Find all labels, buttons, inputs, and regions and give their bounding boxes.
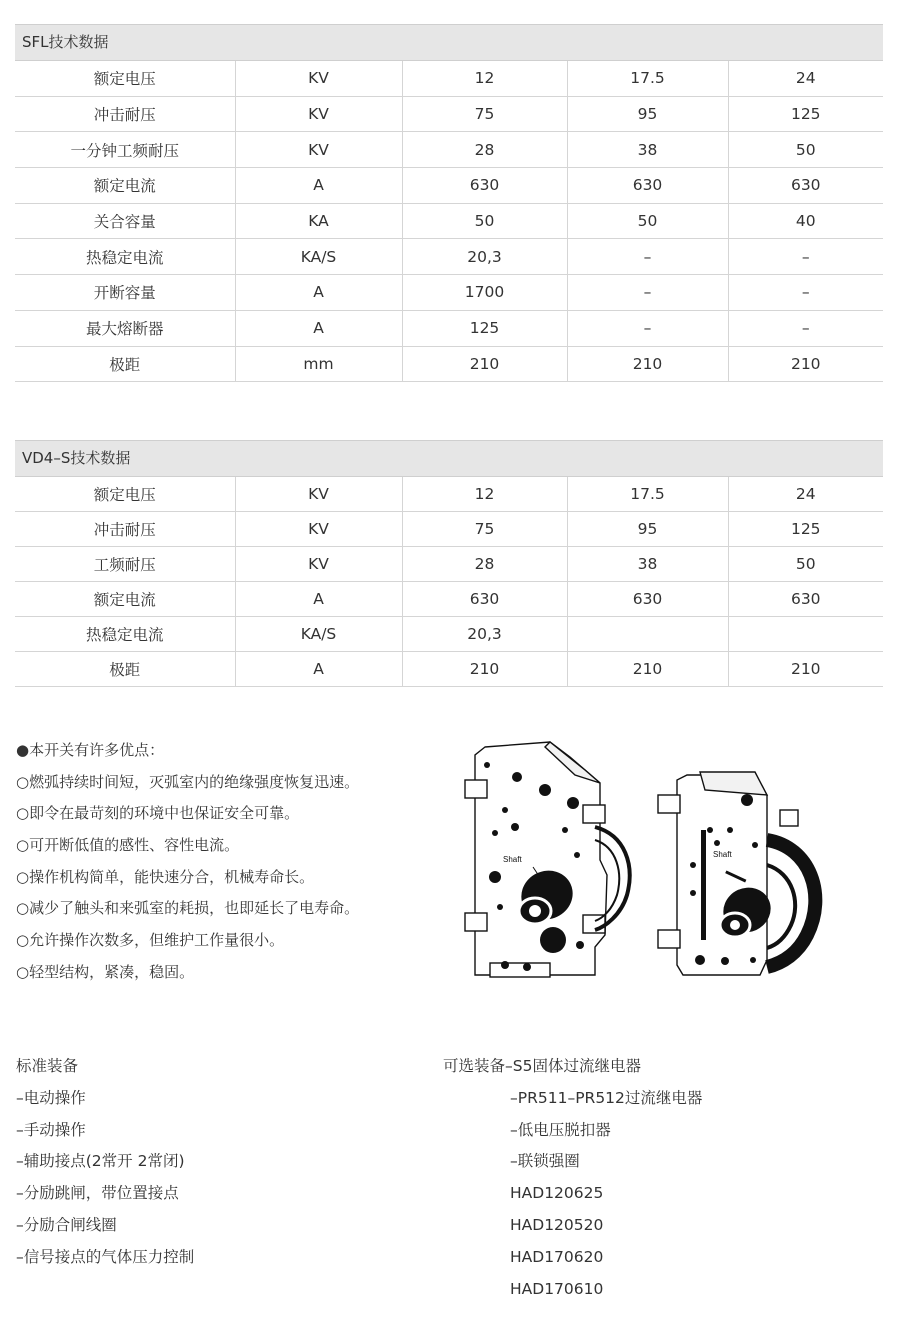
table-cell: 630 [728, 168, 883, 204]
mechanism-illustration [455, 735, 830, 985]
sfl-row [15, 61, 883, 96]
shaft-label-left: Shaft [503, 855, 522, 864]
table-cell: A [235, 652, 402, 687]
table-cell: 75 [402, 96, 567, 132]
sfl-row [15, 203, 883, 239]
table-cell: 冲击耐压 [15, 96, 235, 132]
vd4-row [15, 512, 883, 547]
advantage-item: ○燃弧持续时间短，灭弧室内的绝缘强度恢复迅速。 [16, 772, 360, 791]
table-cell: 极距 [15, 346, 235, 382]
table-cell: 工频耐压 [15, 547, 235, 582]
sfl-section [15, 24, 883, 382]
table-cell: 20,3 [402, 617, 567, 652]
advantages-list [16, 735, 359, 989]
table-cell: 50 [728, 547, 883, 582]
vd4-table [15, 477, 883, 687]
table-cell: 125 [728, 96, 883, 132]
table-cell: 210 [567, 652, 728, 687]
standard-item: –手动操作 [16, 1120, 86, 1139]
table-cell: 12 [402, 61, 567, 96]
table-cell: – [728, 239, 883, 275]
mechanism-drawing [455, 735, 830, 985]
table-cell: – [728, 275, 883, 311]
table-cell: 28 [402, 132, 567, 168]
vd4-title: VD4–S技术数据 [15, 440, 883, 477]
table-cell: 额定电流 [15, 582, 235, 617]
table-cell: 210 [728, 652, 883, 687]
table-cell: KA/S [235, 239, 402, 275]
table-cell: 75 [402, 512, 567, 547]
table-cell: 热稳定电流 [15, 239, 235, 275]
table-cell: 630 [402, 582, 567, 617]
optional-item: HAD170620 [510, 1247, 604, 1266]
table-cell: 50 [567, 203, 728, 239]
table-cell: – [567, 275, 728, 311]
advantages-heading: ●本开关有许多优点： [16, 741, 165, 759]
vd4-row [15, 652, 883, 687]
sfl-row [15, 275, 883, 311]
standard-item: –辅助接点(2常开 2常闭) [16, 1152, 185, 1171]
table-cell: 95 [567, 96, 728, 132]
table-cell: 95 [567, 512, 728, 547]
table-cell: KV [235, 132, 402, 168]
table-cell: 1700 [402, 275, 567, 311]
sfl-row [15, 96, 883, 132]
table-cell: 38 [567, 547, 728, 582]
vd4-row [15, 617, 883, 652]
table-cell: 630 [567, 168, 728, 204]
table-cell: 40 [728, 203, 883, 239]
table-cell: 125 [402, 310, 567, 346]
optional-item: –PR511–PR512过流继电器 [510, 1088, 703, 1107]
sfl-row [15, 168, 883, 204]
optional-equipment [443, 1051, 702, 1305]
table-cell: 24 [728, 477, 883, 512]
advantage-item: ○允许操作次数多，但维护工作量很小。 [16, 931, 285, 950]
table-cell: A [235, 275, 402, 311]
shaft-label-right: Shaft [713, 850, 732, 859]
optional-item: HAD120520 [510, 1215, 604, 1234]
vd4-row [15, 547, 883, 582]
table-cell: 额定电压 [15, 477, 235, 512]
table-cell: – [728, 310, 883, 346]
optional-item: –低电压脱扣器 [510, 1120, 611, 1139]
sfl-title: SFL技术数据 [15, 24, 883, 61]
table-cell: 38 [567, 132, 728, 168]
sfl-table [15, 61, 883, 382]
table-cell: KV [235, 547, 402, 582]
table-cell: 50 [402, 203, 567, 239]
table-cell: KV [235, 512, 402, 547]
vd4-section [15, 440, 883, 687]
table-cell: 一分钟工频耐压 [15, 132, 235, 168]
table-cell: KV [235, 61, 402, 96]
table-cell: 210 [567, 346, 728, 382]
advantage-item: ○减少了触头和来弧室的耗损，也即延长了电寿命。 [16, 899, 360, 918]
standard-item: –电动操作 [16, 1088, 86, 1107]
table-cell [728, 617, 883, 652]
table-cell: – [567, 239, 728, 275]
standard-item: –信号接点的气体压力控制 [16, 1247, 195, 1266]
table-cell: 额定电流 [15, 168, 235, 204]
table-cell: KV [235, 96, 402, 132]
table-cell: 12 [402, 477, 567, 512]
table-cell: KA/S [235, 617, 402, 652]
table-cell [567, 617, 728, 652]
optional-item: HAD120625 [510, 1184, 604, 1203]
table-cell: 630 [567, 582, 728, 617]
table-cell: 210 [728, 346, 883, 382]
advantage-item: ○可开断低值的感性、容性电流。 [16, 836, 240, 855]
table-cell: 50 [728, 132, 883, 168]
standard-title: 标准装备 [16, 1057, 79, 1075]
optional-item: –联锁强圈 [510, 1152, 580, 1171]
table-cell: 额定电压 [15, 61, 235, 96]
advantage-item: ○即令在最苛刻的环境中也保证安全可靠。 [16, 804, 300, 823]
table-cell: 17.5 [567, 477, 728, 512]
table-cell: 210 [402, 346, 567, 382]
table-cell: – [567, 310, 728, 346]
table-cell: 最大熔断器 [15, 310, 235, 346]
vd4-row [15, 477, 883, 512]
table-cell: 28 [402, 547, 567, 582]
table-cell: 极距 [15, 652, 235, 687]
standard-item: –分励跳闸，带位置接点 [16, 1184, 179, 1203]
sfl-row [15, 239, 883, 275]
table-cell: A [235, 582, 402, 617]
vd4-row [15, 582, 883, 617]
table-cell: 630 [402, 168, 567, 204]
table-cell: 开断容量 [15, 275, 235, 311]
sfl-row [15, 310, 883, 346]
table-cell: A [235, 310, 402, 346]
table-cell: 210 [402, 652, 567, 687]
standard-equipment [16, 1051, 194, 1274]
table-cell: 24 [728, 61, 883, 96]
table-cell: 630 [728, 582, 883, 617]
table-cell: 热稳定电流 [15, 617, 235, 652]
sfl-row [15, 346, 883, 382]
sfl-row [15, 132, 883, 168]
table-cell: A [235, 168, 402, 204]
table-cell: 冲击耐压 [15, 512, 235, 547]
optional-title: 可选装备–S5固体过流继电器 [443, 1057, 641, 1075]
table-cell: 20,3 [402, 239, 567, 275]
advantage-item: ○操作机构简单，能快速分合，机械寿命长。 [16, 867, 315, 886]
table-cell: mm [235, 346, 402, 382]
table-cell: 关合容量 [15, 203, 235, 239]
advantage-item: ○轻型结构，紧凑，稳固。 [16, 962, 195, 981]
table-cell: 125 [728, 512, 883, 547]
table-cell: 17.5 [567, 61, 728, 96]
table-cell: KV [235, 477, 402, 512]
table-cell: KA [235, 203, 402, 239]
standard-item: –分励合闸线圈 [16, 1215, 117, 1234]
optional-item: HAD170610 [510, 1279, 604, 1298]
